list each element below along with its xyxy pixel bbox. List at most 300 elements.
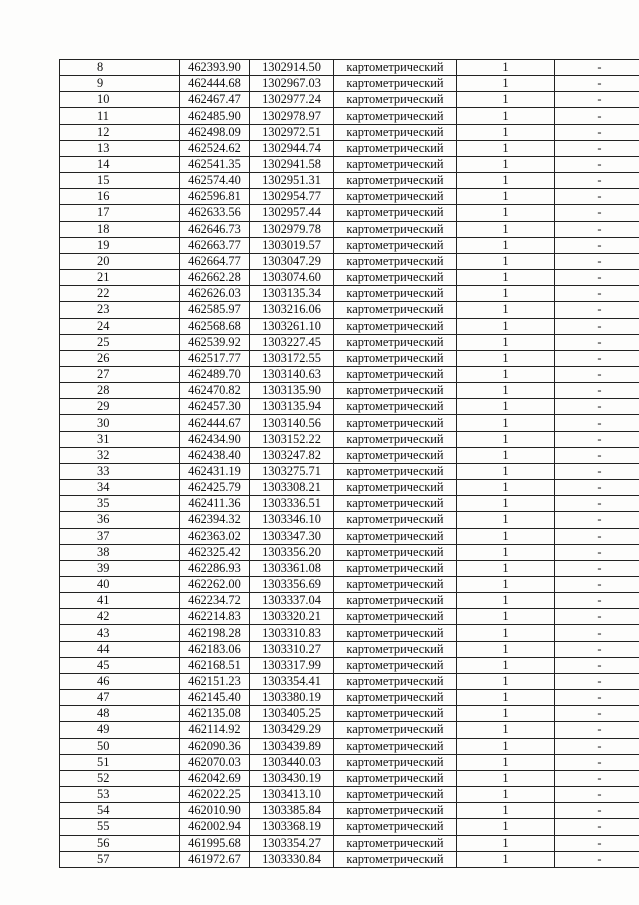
note-cell: - (555, 722, 639, 738)
y-coordinate-cell: 1303152.22 (250, 431, 334, 447)
point-number-cell: 46 (60, 673, 180, 689)
note-cell: - (555, 512, 639, 528)
y-coordinate-cell: 1302979.78 (250, 221, 334, 237)
precision-cell: 1 (457, 512, 555, 528)
table-row (60, 431, 639, 447)
point-number-cell: 31 (60, 431, 180, 447)
table-row (60, 706, 639, 722)
point-number-cell: 50 (60, 738, 180, 754)
table-row (60, 140, 639, 156)
table-row (60, 92, 639, 108)
x-coordinate-cell: 462431.19 (180, 463, 250, 479)
y-coordinate-cell: 1303337.04 (250, 593, 334, 609)
y-coordinate-cell: 1302957.44 (250, 205, 334, 221)
method-cell: картометрический (334, 350, 457, 366)
precision-cell: 1 (457, 560, 555, 576)
precision-cell: 1 (457, 803, 555, 819)
note-cell: - (555, 286, 639, 302)
table-row (60, 270, 639, 286)
y-coordinate-cell: 1303368.19 (250, 819, 334, 835)
method-cell: картометрический (334, 819, 457, 835)
x-coordinate-cell: 462467.47 (180, 92, 250, 108)
note-cell: - (555, 673, 639, 689)
y-coordinate-cell: 1303356.69 (250, 577, 334, 593)
note-cell: - (555, 431, 639, 447)
x-coordinate-cell: 461972.67 (180, 851, 250, 867)
x-coordinate-cell: 462411.36 (180, 496, 250, 512)
precision-cell: 1 (457, 463, 555, 479)
method-cell: картометрический (334, 447, 457, 463)
x-coordinate-cell: 462151.23 (180, 673, 250, 689)
table-row (60, 366, 639, 382)
note-cell: - (555, 124, 639, 140)
point-number-cell: 42 (60, 609, 180, 625)
point-number-cell: 40 (60, 577, 180, 593)
table-row (60, 544, 639, 560)
y-coordinate-cell: 1302967.03 (250, 76, 334, 92)
precision-cell: 1 (457, 738, 555, 754)
y-coordinate-cell: 1303140.56 (250, 415, 334, 431)
precision-cell: 1 (457, 286, 555, 302)
precision-cell: 1 (457, 334, 555, 350)
note-cell: - (555, 253, 639, 269)
note-cell: - (555, 770, 639, 786)
x-coordinate-cell: 462485.90 (180, 108, 250, 124)
note-cell: - (555, 738, 639, 754)
point-number-cell: 30 (60, 415, 180, 431)
point-number-cell: 34 (60, 480, 180, 496)
method-cell: картометрический (334, 60, 457, 76)
note-cell: - (555, 803, 639, 819)
point-number-cell: 25 (60, 334, 180, 350)
y-coordinate-cell: 1303429.29 (250, 722, 334, 738)
note-cell: - (555, 237, 639, 253)
table-row (60, 108, 639, 124)
y-coordinate-cell: 1303216.06 (250, 302, 334, 318)
note-cell: - (555, 706, 639, 722)
method-cell: картометрический (334, 92, 457, 108)
precision-cell: 1 (457, 92, 555, 108)
x-coordinate-cell: 462394.32 (180, 512, 250, 528)
y-coordinate-cell: 1302978.97 (250, 108, 334, 124)
precision-cell: 1 (457, 350, 555, 366)
method-cell: картометрический (334, 657, 457, 673)
y-coordinate-cell: 1303261.10 (250, 318, 334, 334)
method-cell: картометрический (334, 270, 457, 286)
x-coordinate-cell: 462489.70 (180, 366, 250, 382)
precision-cell: 1 (457, 496, 555, 512)
note-cell: - (555, 156, 639, 172)
x-coordinate-cell: 462145.40 (180, 690, 250, 706)
precision-cell: 1 (457, 722, 555, 738)
point-number-cell: 55 (60, 819, 180, 835)
method-cell: картометрический (334, 673, 457, 689)
x-coordinate-cell: 462517.77 (180, 350, 250, 366)
note-cell: - (555, 528, 639, 544)
point-number-cell: 9 (60, 76, 180, 92)
note-cell: - (555, 189, 639, 205)
method-cell: картометрический (334, 205, 457, 221)
precision-cell: 1 (457, 399, 555, 415)
note-cell: - (555, 447, 639, 463)
point-number-cell: 28 (60, 383, 180, 399)
note-cell: - (555, 318, 639, 334)
table-row (60, 383, 639, 399)
precision-cell: 1 (457, 253, 555, 269)
precision-cell: 1 (457, 383, 555, 399)
precision-cell: 1 (457, 270, 555, 286)
x-coordinate-cell: 462363.02 (180, 528, 250, 544)
point-number-cell: 26 (60, 350, 180, 366)
y-coordinate-cell: 1303135.94 (250, 399, 334, 415)
note-cell: - (555, 496, 639, 512)
precision-cell: 1 (457, 415, 555, 431)
x-coordinate-cell: 462022.25 (180, 787, 250, 803)
y-coordinate-cell: 1303439.89 (250, 738, 334, 754)
x-coordinate-cell: 462444.67 (180, 415, 250, 431)
x-coordinate-cell: 462234.72 (180, 593, 250, 609)
method-cell: картометрический (334, 431, 457, 447)
table-row (60, 609, 639, 625)
method-cell: картометрический (334, 124, 457, 140)
precision-cell: 1 (457, 366, 555, 382)
table-row (60, 625, 639, 641)
table-row (60, 690, 639, 706)
y-coordinate-cell: 1303347.30 (250, 528, 334, 544)
precision-cell: 1 (457, 706, 555, 722)
precision-cell: 1 (457, 577, 555, 593)
x-coordinate-cell: 462114.92 (180, 722, 250, 738)
point-number-cell: 39 (60, 560, 180, 576)
y-coordinate-cell: 1303317.99 (250, 657, 334, 673)
method-cell: картометрический (334, 399, 457, 415)
table-row (60, 722, 639, 738)
point-number-cell: 22 (60, 286, 180, 302)
coordinates-table (59, 59, 639, 868)
y-coordinate-cell: 1303336.51 (250, 496, 334, 512)
point-number-cell: 27 (60, 366, 180, 382)
y-coordinate-cell: 1303330.84 (250, 851, 334, 867)
method-cell: картометрический (334, 383, 457, 399)
note-cell: - (555, 270, 639, 286)
table-row (60, 577, 639, 593)
table-row (60, 480, 639, 496)
table-row (60, 173, 639, 189)
method-cell: картометрический (334, 366, 457, 382)
precision-cell: 1 (457, 835, 555, 851)
x-coordinate-cell: 462585.97 (180, 302, 250, 318)
precision-cell: 1 (457, 609, 555, 625)
x-coordinate-cell: 462090.36 (180, 738, 250, 754)
point-number-cell: 24 (60, 318, 180, 334)
y-coordinate-cell: 1303380.19 (250, 690, 334, 706)
precision-cell: 1 (457, 173, 555, 189)
method-cell: картометрический (334, 237, 457, 253)
point-number-cell: 54 (60, 803, 180, 819)
note-cell: - (555, 657, 639, 673)
note-cell: - (555, 302, 639, 318)
note-cell: - (555, 140, 639, 156)
point-number-cell: 13 (60, 140, 180, 156)
table-row (60, 738, 639, 754)
y-coordinate-cell: 1303019.57 (250, 237, 334, 253)
y-coordinate-cell: 1302941.58 (250, 156, 334, 172)
point-number-cell: 33 (60, 463, 180, 479)
y-coordinate-cell: 1303356.20 (250, 544, 334, 560)
table-row (60, 334, 639, 350)
x-coordinate-cell: 462042.69 (180, 770, 250, 786)
point-number-cell: 17 (60, 205, 180, 221)
y-coordinate-cell: 1303361.08 (250, 560, 334, 576)
table-row (60, 221, 639, 237)
note-cell: - (555, 415, 639, 431)
point-number-cell: 47 (60, 690, 180, 706)
precision-cell: 1 (457, 657, 555, 673)
y-coordinate-cell: 1303310.27 (250, 641, 334, 657)
note-cell: - (555, 625, 639, 641)
table-row (60, 593, 639, 609)
method-cell: картометрический (334, 609, 457, 625)
point-number-cell: 8 (60, 60, 180, 76)
point-number-cell: 19 (60, 237, 180, 253)
x-coordinate-cell: 462626.03 (180, 286, 250, 302)
point-number-cell: 10 (60, 92, 180, 108)
method-cell: картометрический (334, 544, 457, 560)
point-number-cell: 12 (60, 124, 180, 140)
table-row (60, 399, 639, 415)
precision-cell: 1 (457, 673, 555, 689)
point-number-cell: 16 (60, 189, 180, 205)
note-cell: - (555, 690, 639, 706)
note-cell: - (555, 173, 639, 189)
precision-cell: 1 (457, 237, 555, 253)
point-number-cell: 41 (60, 593, 180, 609)
point-number-cell: 14 (60, 156, 180, 172)
y-coordinate-cell: 1303385.84 (250, 803, 334, 819)
method-cell: картометрический (334, 803, 457, 819)
table-row (60, 528, 639, 544)
table-row (60, 156, 639, 172)
x-coordinate-cell: 462393.90 (180, 60, 250, 76)
method-cell: картометрический (334, 76, 457, 92)
x-coordinate-cell: 462663.77 (180, 237, 250, 253)
x-coordinate-cell: 462325.42 (180, 544, 250, 560)
precision-cell: 1 (457, 447, 555, 463)
precision-cell: 1 (457, 625, 555, 641)
method-cell: картометрический (334, 625, 457, 641)
coordinates-table-body (60, 60, 639, 868)
y-coordinate-cell: 1303247.82 (250, 447, 334, 463)
y-coordinate-cell: 1303346.10 (250, 512, 334, 528)
y-coordinate-cell: 1303405.25 (250, 706, 334, 722)
note-cell: - (555, 350, 639, 366)
precision-cell: 1 (457, 124, 555, 140)
note-cell: - (555, 92, 639, 108)
x-coordinate-cell: 462010.90 (180, 803, 250, 819)
method-cell: картометрический (334, 835, 457, 851)
table-row (60, 253, 639, 269)
table-row (60, 237, 639, 253)
method-cell: картометрический (334, 221, 457, 237)
precision-cell: 1 (457, 641, 555, 657)
method-cell: картометрический (334, 787, 457, 803)
y-coordinate-cell: 1303440.03 (250, 754, 334, 770)
x-coordinate-cell: 462425.79 (180, 480, 250, 496)
point-number-cell: 15 (60, 173, 180, 189)
method-cell: картометрический (334, 851, 457, 867)
method-cell: картометрический (334, 480, 457, 496)
note-cell: - (555, 819, 639, 835)
point-number-cell: 53 (60, 787, 180, 803)
precision-cell: 1 (457, 189, 555, 205)
table-row (60, 754, 639, 770)
method-cell: картометрический (334, 512, 457, 528)
table-row (60, 286, 639, 302)
table-row (60, 189, 639, 205)
table-row (60, 560, 639, 576)
table-row (60, 60, 639, 76)
method-cell: картометрический (334, 173, 457, 189)
y-coordinate-cell: 1303047.29 (250, 253, 334, 269)
note-cell: - (555, 76, 639, 92)
point-number-cell: 48 (60, 706, 180, 722)
note-cell: - (555, 593, 639, 609)
method-cell: картометрический (334, 593, 457, 609)
note-cell: - (555, 544, 639, 560)
precision-cell: 1 (457, 754, 555, 770)
x-coordinate-cell: 461995.68 (180, 835, 250, 851)
method-cell: картометрический (334, 690, 457, 706)
x-coordinate-cell: 462198.28 (180, 625, 250, 641)
y-coordinate-cell: 1303354.27 (250, 835, 334, 851)
x-coordinate-cell: 462633.56 (180, 205, 250, 221)
method-cell: картометрический (334, 463, 457, 479)
table-row (60, 76, 639, 92)
x-coordinate-cell: 462070.03 (180, 754, 250, 770)
y-coordinate-cell: 1303275.71 (250, 463, 334, 479)
note-cell: - (555, 399, 639, 415)
x-coordinate-cell: 462286.93 (180, 560, 250, 576)
precision-cell: 1 (457, 302, 555, 318)
note-cell: - (555, 221, 639, 237)
point-number-cell: 35 (60, 496, 180, 512)
point-number-cell: 45 (60, 657, 180, 673)
x-coordinate-cell: 462596.81 (180, 189, 250, 205)
precision-cell: 1 (457, 480, 555, 496)
point-number-cell: 36 (60, 512, 180, 528)
method-cell: картометрический (334, 770, 457, 786)
table-row (60, 641, 639, 657)
method-cell: картометрический (334, 108, 457, 124)
table-row (60, 819, 639, 835)
note-cell: - (555, 835, 639, 851)
x-coordinate-cell: 462524.62 (180, 140, 250, 156)
precision-cell: 1 (457, 787, 555, 803)
table-row (60, 318, 639, 334)
method-cell: картометрический (334, 706, 457, 722)
table-row (60, 124, 639, 140)
table-row (60, 447, 639, 463)
precision-cell: 1 (457, 544, 555, 560)
point-number-cell: 32 (60, 447, 180, 463)
note-cell: - (555, 60, 639, 76)
point-number-cell: 52 (60, 770, 180, 786)
point-number-cell: 51 (60, 754, 180, 770)
x-coordinate-cell: 462539.92 (180, 334, 250, 350)
method-cell: картометрический (334, 334, 457, 350)
note-cell: - (555, 383, 639, 399)
method-cell: картометрический (334, 156, 457, 172)
method-cell: картометрический (334, 302, 457, 318)
method-cell: картометрический (334, 496, 457, 512)
table-row (60, 205, 639, 221)
x-coordinate-cell: 462646.73 (180, 221, 250, 237)
precision-cell: 1 (457, 76, 555, 92)
point-number-cell: 18 (60, 221, 180, 237)
y-coordinate-cell: 1303227.45 (250, 334, 334, 350)
point-number-cell: 21 (60, 270, 180, 286)
method-cell: картометрический (334, 318, 457, 334)
note-cell: - (555, 108, 639, 124)
precision-cell: 1 (457, 108, 555, 124)
method-cell: картометрический (334, 189, 457, 205)
x-coordinate-cell: 462002.94 (180, 819, 250, 835)
point-number-cell: 43 (60, 625, 180, 641)
table-row (60, 835, 639, 851)
table-row (60, 851, 639, 867)
x-coordinate-cell: 462183.06 (180, 641, 250, 657)
y-coordinate-cell: 1303320.21 (250, 609, 334, 625)
x-coordinate-cell: 462214.83 (180, 609, 250, 625)
precision-cell: 1 (457, 60, 555, 76)
table-row (60, 302, 639, 318)
x-coordinate-cell: 462574.40 (180, 173, 250, 189)
table-row (60, 787, 639, 803)
method-cell: картометрический (334, 722, 457, 738)
precision-cell: 1 (457, 593, 555, 609)
y-coordinate-cell: 1302977.24 (250, 92, 334, 108)
method-cell: картометрический (334, 253, 457, 269)
precision-cell: 1 (457, 819, 555, 835)
y-coordinate-cell: 1303354.41 (250, 673, 334, 689)
y-coordinate-cell: 1303430.19 (250, 770, 334, 786)
y-coordinate-cell: 1303310.83 (250, 625, 334, 641)
method-cell: картометрический (334, 754, 457, 770)
y-coordinate-cell: 1303172.55 (250, 350, 334, 366)
point-number-cell: 38 (60, 544, 180, 560)
point-number-cell: 44 (60, 641, 180, 657)
y-coordinate-cell: 1303140.63 (250, 366, 334, 382)
note-cell: - (555, 366, 639, 382)
x-coordinate-cell: 462662.28 (180, 270, 250, 286)
table-row (60, 512, 639, 528)
note-cell: - (555, 787, 639, 803)
x-coordinate-cell: 462438.40 (180, 447, 250, 463)
point-number-cell: 29 (60, 399, 180, 415)
x-coordinate-cell: 462262.00 (180, 577, 250, 593)
method-cell: картометрический (334, 140, 457, 156)
x-coordinate-cell: 462135.08 (180, 706, 250, 722)
y-coordinate-cell: 1303074.60 (250, 270, 334, 286)
method-cell: картометрический (334, 577, 457, 593)
note-cell: - (555, 560, 639, 576)
x-coordinate-cell: 462470.82 (180, 383, 250, 399)
precision-cell: 1 (457, 851, 555, 867)
method-cell: картометрический (334, 286, 457, 302)
point-number-cell: 57 (60, 851, 180, 867)
method-cell: картометрический (334, 560, 457, 576)
precision-cell: 1 (457, 528, 555, 544)
